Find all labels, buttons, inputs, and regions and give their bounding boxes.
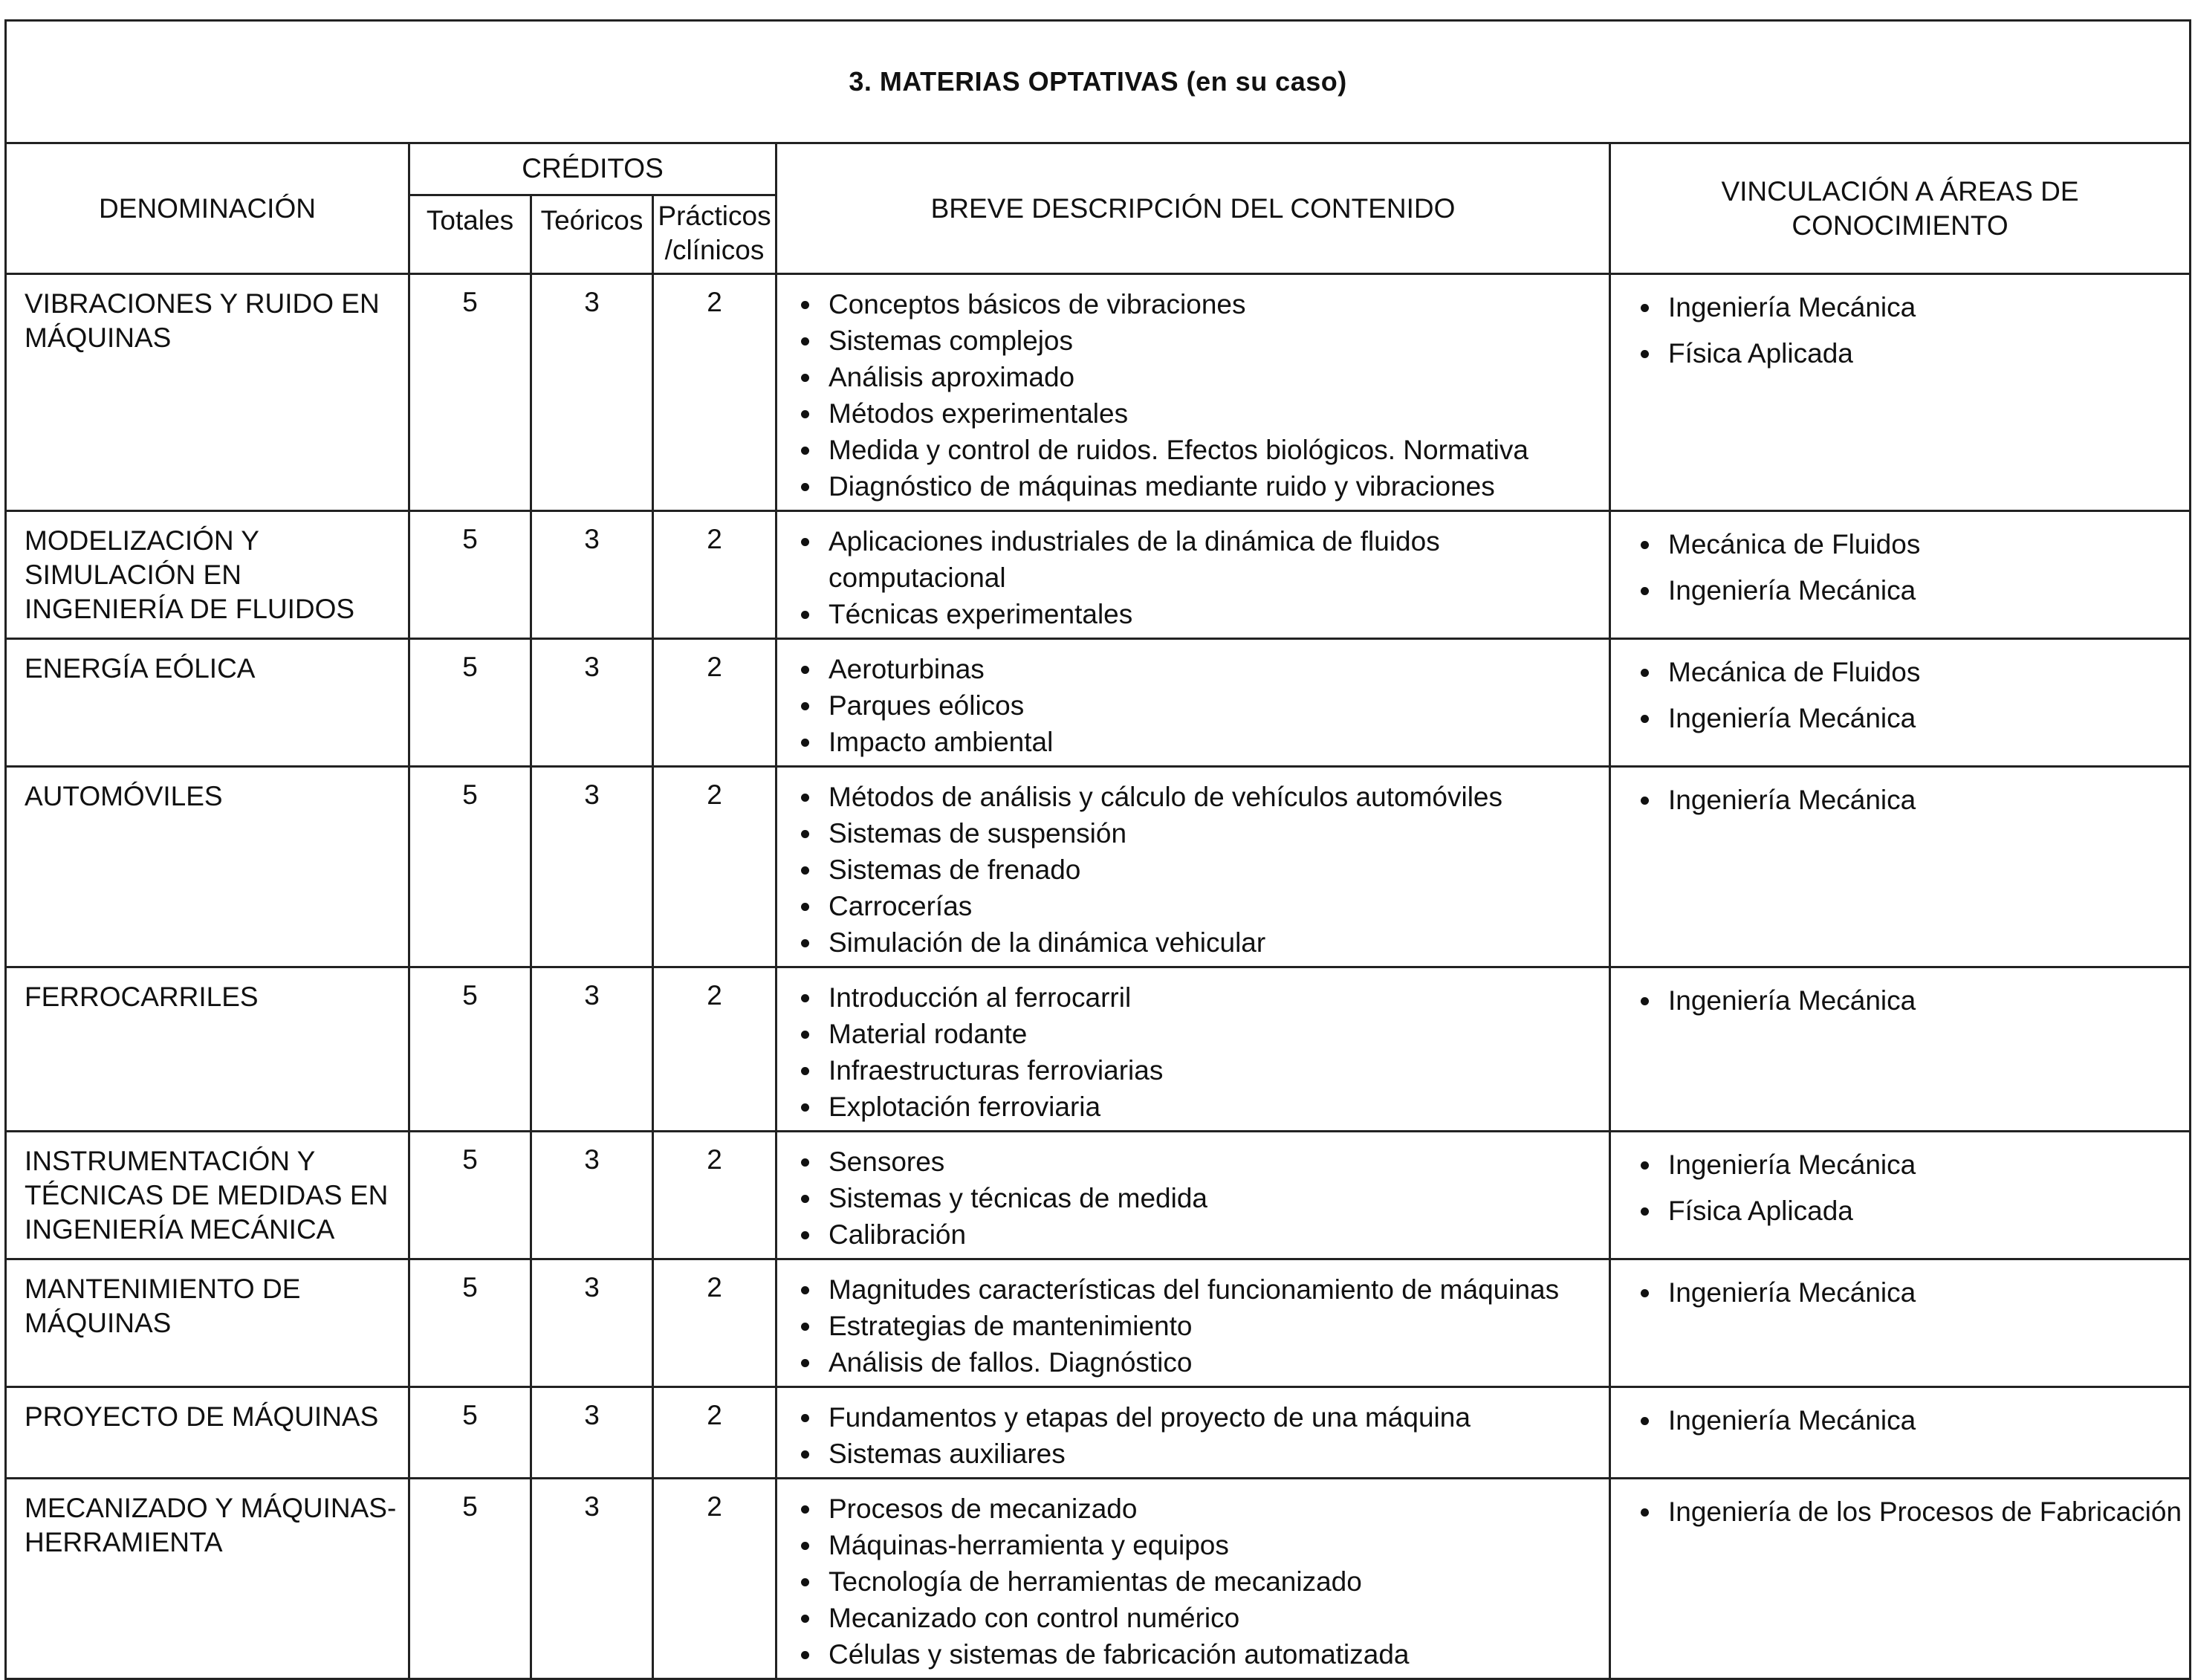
content-item: • Métodos de análisis y cálculo de vehículos automóviles <box>823 779 1602 815</box>
content-list <box>778 1480 1608 1677</box>
content-cell <box>776 1387 1610 1479</box>
credits-teoricos: 3 <box>531 1387 653 1479</box>
content-item: • Carrocerías <box>823 888 1602 924</box>
table-row <box>6 767 2191 967</box>
content-item: • Sistemas complejos <box>823 322 1602 359</box>
credits-teoricos: 3 <box>531 274 653 511</box>
areas-list <box>1612 1261 2188 1320</box>
credits-practicos: 2 <box>653 639 776 767</box>
content-list <box>778 513 1608 637</box>
table-row <box>6 1132 2191 1259</box>
content-cell <box>776 1479 1610 1679</box>
credits-practicos: 2 <box>653 1259 776 1387</box>
table-row <box>6 274 2191 511</box>
credits-practicos: 2 <box>653 1132 776 1259</box>
content-item: • Aeroturbinas <box>823 651 1602 687</box>
credits-practicos: 2 <box>653 511 776 639</box>
header-practicos <box>653 195 776 274</box>
content-item: • Sensores <box>823 1144 1602 1180</box>
content-item: • Células y sistemas de fabricación automatizada <box>823 1636 1602 1673</box>
areas-cell <box>1610 1479 2191 1679</box>
subject-name: MECANIZADO Y MÁQUINAS-HERRAMIENTA <box>6 1479 409 1679</box>
content-item: • Material rodante <box>823 1016 1602 1052</box>
credits-totales: 5 <box>409 274 531 511</box>
areas-cell <box>1610 1132 2191 1259</box>
content-item: • Explotación ferroviaria <box>823 1089 1602 1125</box>
optional-subjects-table <box>4 19 2191 1680</box>
areas-cell <box>1610 967 2191 1132</box>
content-cell <box>776 1259 1610 1387</box>
credits-teoricos: 3 <box>531 767 653 967</box>
credits-totales: 5 <box>409 1479 531 1679</box>
areas-cell <box>1610 1259 2191 1387</box>
areas-list <box>1612 1133 2188 1239</box>
content-list <box>778 1133 1608 1257</box>
subject-name: MANTENIMIENTO DE MÁQUINAS <box>6 1259 409 1387</box>
header-descripcion: BREVE DESCRIPCIÓN DEL CONTENIDO <box>776 143 1610 274</box>
content-list <box>778 1261 1608 1385</box>
area-item: • Ingeniería Mecánica <box>1662 777 2182 823</box>
areas-list <box>1612 1389 2188 1448</box>
content-item: • Magnitudes características del funcionamiento de máquinas <box>823 1271 1602 1308</box>
content-list <box>778 1389 1608 1476</box>
content-item: • Sistemas de suspensión <box>823 815 1602 852</box>
area-item: • Ingeniería Mecánica <box>1662 568 2182 614</box>
areas-list <box>1612 969 2188 1028</box>
table-row <box>6 1259 2191 1387</box>
content-item: • Diagnóstico de máquinas mediante ruido y vibraciones <box>823 468 1602 505</box>
credits-totales: 5 <box>409 967 531 1132</box>
subject-name: MODELIZACIÓN Y SIMULACIÓN EN INGENIERÍA DE FLUIDOS <box>6 511 409 639</box>
credits-teoricos: 3 <box>531 511 653 639</box>
header-vinculacion-line2: CONOCIMIENTO <box>1792 210 2008 241</box>
areas-cell <box>1610 511 2191 639</box>
content-item: • Técnicas experimentales <box>823 596 1602 632</box>
content-item: • Fundamentos y etapas del proyecto de una máquina <box>823 1399 1602 1436</box>
areas-cell <box>1610 1387 2191 1479</box>
subject-name: AUTOMÓVILES <box>6 767 409 967</box>
content-cell <box>776 511 1610 639</box>
content-item: • Análisis aproximado <box>823 359 1602 395</box>
areas-list <box>1612 640 2188 746</box>
content-cell <box>776 639 1610 767</box>
subject-name: PROYECTO DE MÁQUINAS <box>6 1387 409 1479</box>
header-row-1 <box>6 143 2191 195</box>
area-item: • Ingeniería Mecánica <box>1662 1270 2182 1316</box>
header-teoricos: Teóricos <box>531 195 653 274</box>
content-item: • Sistemas auxiliares <box>823 1436 1602 1472</box>
area-item: • Ingeniería Mecánica <box>1662 695 2182 742</box>
subject-name: VIBRACIONES Y RUIDO EN MÁQUINAS <box>6 274 409 511</box>
area-item: • Ingeniería Mecánica <box>1662 1398 2182 1444</box>
content-item: • Análisis de fallos. Diagnóstico <box>823 1344 1602 1381</box>
header-denominacion: DENOMINACIÓN <box>6 143 409 274</box>
credits-teoricos: 3 <box>531 1479 653 1679</box>
credits-teoricos: 3 <box>531 1132 653 1259</box>
area-item: • Mecánica de Fluidos <box>1662 649 2182 695</box>
area-item: • Mecánica de Fluidos <box>1662 522 2182 568</box>
area-item: • Física Aplicada <box>1662 331 2182 377</box>
content-item: • Impacto ambiental <box>823 724 1602 760</box>
content-cell <box>776 274 1610 511</box>
area-item: • Ingeniería Mecánica <box>1662 1142 2182 1188</box>
credits-totales: 5 <box>409 639 531 767</box>
credits-teoricos: 3 <box>531 639 653 767</box>
credits-practicos: 2 <box>653 1387 776 1479</box>
header-practicos-line2: /clínicos <box>664 235 765 265</box>
areas-list <box>1612 1480 2188 1540</box>
credits-practicos: 2 <box>653 967 776 1132</box>
content-item: • Tecnología de herramientas de mecanizado <box>823 1563 1602 1600</box>
areas-list <box>1612 276 2188 381</box>
content-item: • Conceptos básicos de vibraciones <box>823 286 1602 322</box>
header-vinculacion-line1: VINCULACIÓN A ÁREAS DE <box>1721 175 2079 207</box>
content-item: • Estrategias de mantenimiento <box>823 1308 1602 1344</box>
credits-teoricos: 3 <box>531 967 653 1132</box>
header-creditos: CRÉDITOS <box>409 143 776 195</box>
content-item: • Aplicaciones industriales de la dinámica de fluidos computacional <box>823 523 1602 596</box>
credits-practicos: 2 <box>653 1479 776 1679</box>
content-item: • Medida y control de ruidos. Efectos biológicos. Normativa <box>823 432 1602 468</box>
content-cell <box>776 767 1610 967</box>
areas-cell <box>1610 639 2191 767</box>
areas-cell <box>1610 767 2191 967</box>
content-item: • Calibración <box>823 1216 1602 1253</box>
areas-cell <box>1610 274 2191 511</box>
content-item: • Métodos experimentales <box>823 395 1602 432</box>
subject-name: ENERGÍA EÓLICA <box>6 639 409 767</box>
content-list <box>778 969 1608 1129</box>
content-cell <box>776 967 1610 1132</box>
header-totales: Totales <box>409 195 531 274</box>
content-list <box>778 276 1608 509</box>
content-item: • Mecanizado con control numérico <box>823 1600 1602 1636</box>
content-item: • Sistemas de frenado <box>823 852 1602 888</box>
content-list <box>778 640 1608 765</box>
area-item: • Ingeniería Mecánica <box>1662 285 2182 331</box>
area-item: • Física Aplicada <box>1662 1188 2182 1234</box>
areas-list <box>1612 768 2188 828</box>
content-list <box>778 768 1608 965</box>
content-item: • Parques eólicos <box>823 687 1602 724</box>
table-title: 3. MATERIAS OPTATIVAS (en su caso) <box>6 21 2191 143</box>
header-vinculacion <box>1610 143 2191 274</box>
content-item: • Introducción al ferrocarril <box>823 979 1602 1016</box>
content-item: • Sistemas y técnicas de medida <box>823 1180 1602 1216</box>
table-row <box>6 1387 2191 1479</box>
table-row <box>6 511 2191 639</box>
document-page <box>4 19 2189 1680</box>
area-item: • Ingeniería Mecánica <box>1662 978 2182 1024</box>
table-row <box>6 639 2191 767</box>
title-row <box>6 21 2191 143</box>
table-row <box>6 1479 2191 1679</box>
content-cell <box>776 1132 1610 1259</box>
credits-totales: 5 <box>409 1259 531 1387</box>
credits-practicos: 2 <box>653 274 776 511</box>
content-item: • Procesos de mecanizado <box>823 1491 1602 1527</box>
content-item: • Simulación de la dinámica vehicular <box>823 924 1602 961</box>
header-practicos-line1: Prácticos <box>658 201 771 231</box>
table-row <box>6 967 2191 1132</box>
area-item: • Ingeniería de los Procesos de Fabricación <box>1662 1489 2182 1535</box>
credits-totales: 5 <box>409 511 531 639</box>
content-item: • Infraestructuras ferroviarias <box>823 1052 1602 1089</box>
credits-totales: 5 <box>409 767 531 967</box>
areas-list <box>1612 513 2188 618</box>
content-item: • Máquinas-herramienta y equipos <box>823 1527 1602 1563</box>
subject-name: FERROCARRILES <box>6 967 409 1132</box>
credits-teoricos: 3 <box>531 1259 653 1387</box>
credits-practicos: 2 <box>653 767 776 967</box>
credits-totales: 5 <box>409 1132 531 1259</box>
credits-totales: 5 <box>409 1387 531 1479</box>
subject-name: INSTRUMENTACIÓN Y TÉCNICAS DE MEDIDAS EN INGENIERÍA MECÁNICA <box>6 1132 409 1259</box>
